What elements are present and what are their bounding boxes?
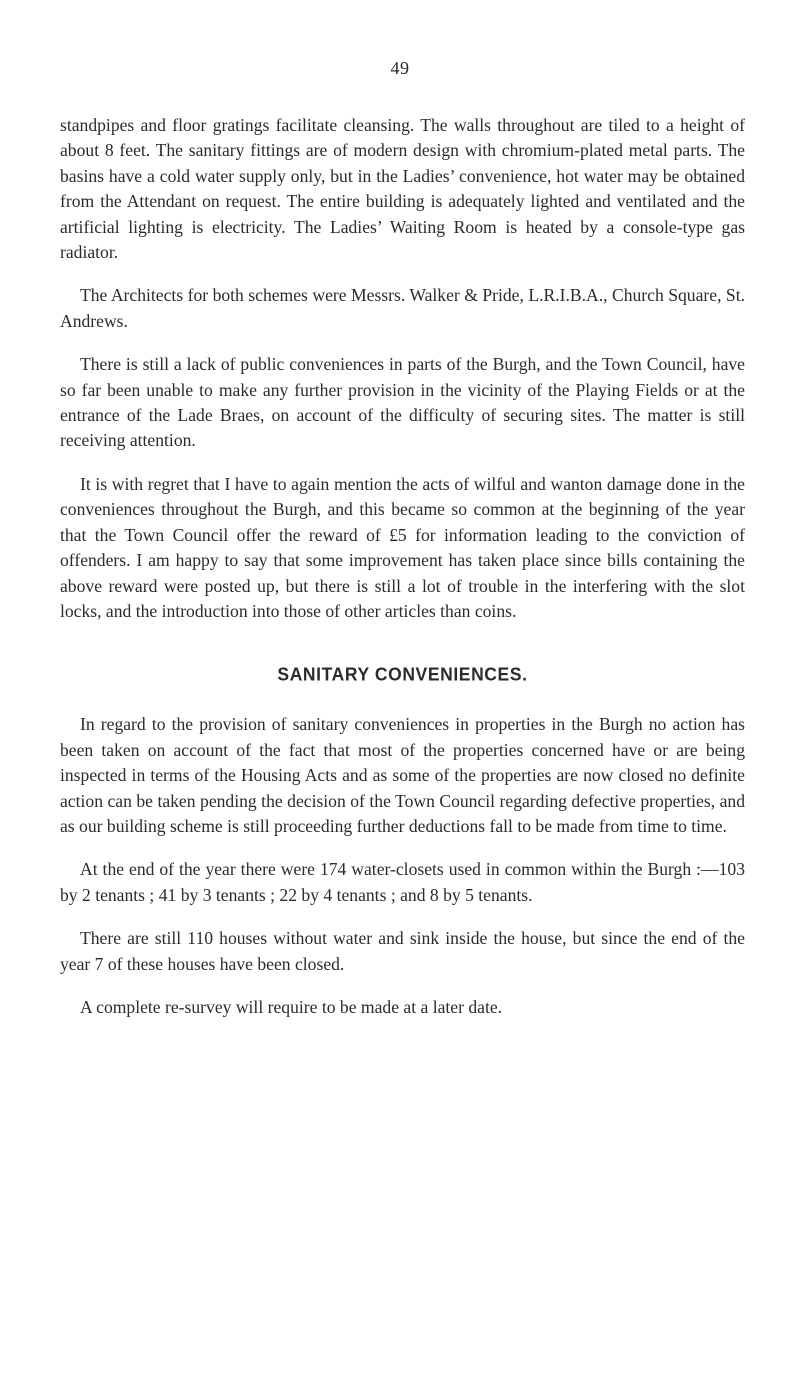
- paragraph-wilful-damage: It is with regret that I have to again mention the acts of wilful and wanton damage done in the conveniences throughout the Burgh, and this became so common at the beginning of the year that the Town Council offer the reward of £5 for information leading to the conviction of offenders. I am happy to say that some improvement has taken place since bills containing the above reward were posted up, but there is still a lot of trouble in the interfering with the slot locks, and the introduction into those of other articles than coins.: [60, 473, 745, 621]
- page-number: 49: [390, 58, 410, 78]
- page-body: [60, 113, 745, 1038]
- paragraph-re-survey: A complete re-survey will require to be made at a later date.: [80, 996, 503, 1017]
- paragraph-building-description: standpipes and floor gratings facilitate cleansing. The walls throughout are tiled to a height of about 8 feet. The sanitary fittings are of modern design with chromium-plated metal parts. The basins have a cold water supply only, but in the Ladies’ convenience, hot water may be obtained from the Attendant on request. The entire building is adequately lighted and ventilated and the artificial lighting is electricity. The Ladies’ Waiting Room is heated by a console-type gas radiator.: [60, 115, 745, 263]
- paragraph-water-closets: At the end of the year there were 174 water-closets used in common within the Burgh :—103 by 2 tenants ; 41 by 3 tenants ; 22 by 4 tenants ; and 8 by 5 tenants.: [60, 859, 745, 905]
- paragraph-architects: The Architects for both schemes were Messrs. Walker & Pride, L.R.I.B.A., Church Square, St. Andrews.: [60, 285, 745, 331]
- paragraph-lack-of-conveniences: There is still a lack of public conveniences in parts of the Burgh, and the Town Council, have so far been unable to make any further provision in the vicinity of the Playing Fields or at the entrance of the Lade Braes, on account of the difficulty of securing sites. The matter is still receiving attention.: [60, 354, 745, 451]
- paragraph-houses-without-water: There are still 110 houses without water and sink inside the house, but since the end of the year 7 of these houses have been closed.: [60, 928, 745, 974]
- section-heading: SANITARY CONVENIENCES.: [277, 663, 528, 686]
- paragraph-provision-in-properties: In regard to the provision of sanitary conveniences in properties in the Burgh no action has been taken on account of the fact that most of the properties concerned have or are being inspected in terms of the Housing Acts and as some of the properties are now closed no definite action can be taken pending the decision of the Town Council regarding defective properties, and as our building scheme is still proceeding further deductions fall to be made from time to time.: [60, 714, 745, 836]
